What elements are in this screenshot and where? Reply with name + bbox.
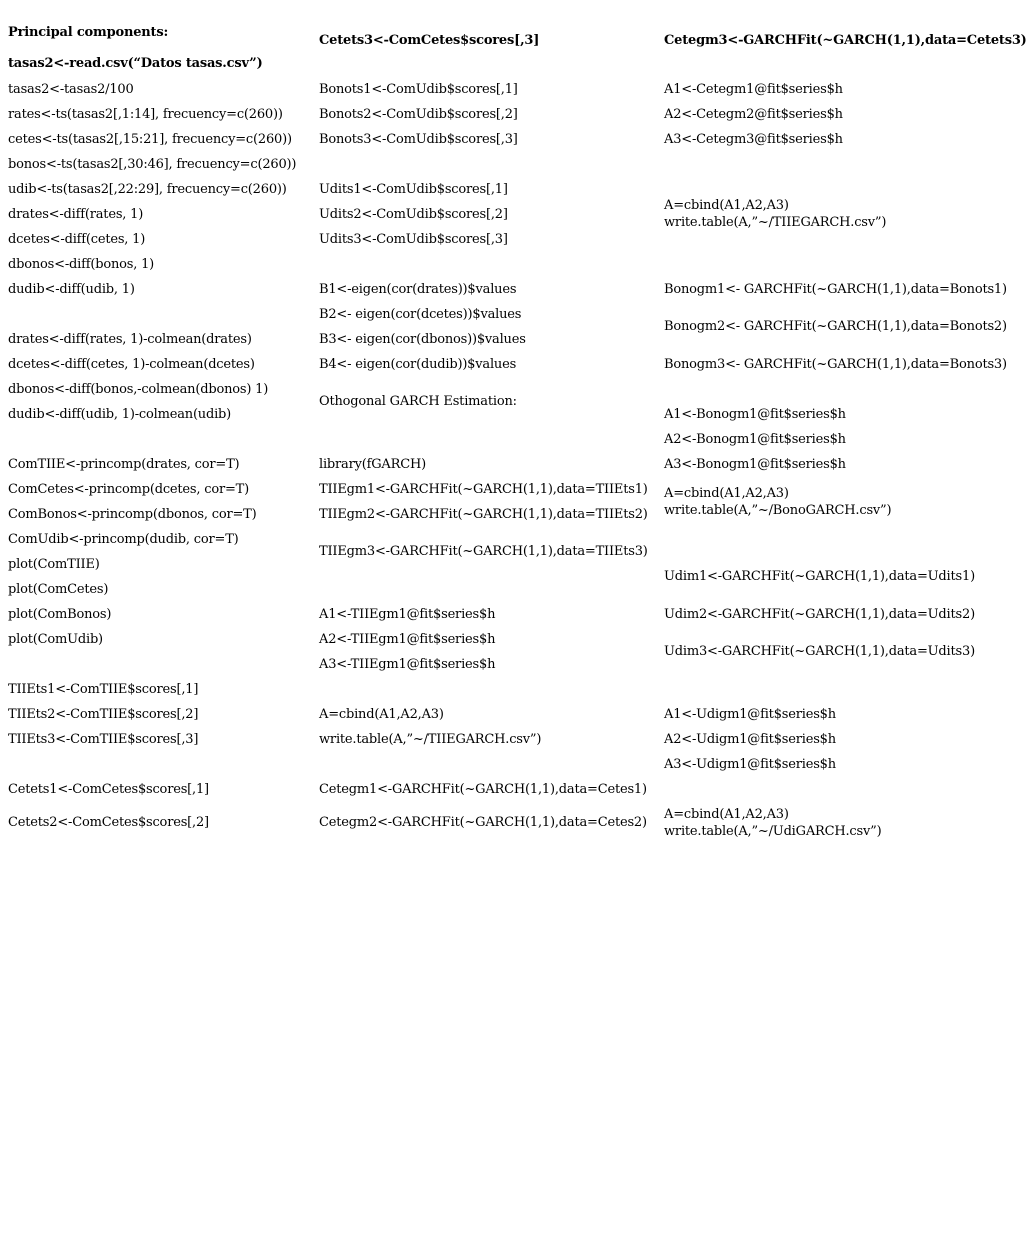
code-line: Bonots2<-ComUdib$scores[,2]: [319, 107, 518, 122]
code-line: rates<-ts(tasas2[,1:14], frecuency=c(260)): [8, 107, 283, 122]
code-line: Bonots1<-ComUdib$scores[,1]: [319, 82, 518, 97]
code-line: B3<- eigen(cor(dbonos))$values: [319, 332, 526, 347]
code-line: A3<-TIIEgm1@fit$series$h: [319, 657, 496, 672]
code-line: A1<-Udigm1@fit$series$h: [664, 707, 836, 722]
code-line: ComUdib<-princomp(dudib, cor=T): [8, 532, 239, 547]
code-line: dcetes<-diff(cetes, 1)-colmean(dcetes): [8, 357, 255, 372]
code-line: dbonos<-diff(bonos, 1): [8, 257, 155, 272]
code-line: cetes<-ts(tasas2[,15:21], frecuency=c(260)): [8, 132, 292, 147]
code-line: ComBonos<-princomp(dbonos, cor=T): [8, 507, 257, 522]
code-line: Cetets2<-ComCetes$scores[,2]: [8, 815, 209, 830]
code-line: Bonogm1<- GARCHFit(~GARCH(1,1),data=Bonots1): [664, 282, 1007, 297]
code-line: A=cbind(A1,A2,A3): [664, 486, 789, 501]
code-line: A1<-Cetegm1@fit$series$h: [664, 82, 843, 97]
code-line: TIIEts2<-ComTIIE$scores[,2]: [8, 707, 199, 722]
code-line: plot(ComTIIE): [8, 557, 100, 572]
code-line: ComTIIE<-princomp(drates, cor=T): [8, 457, 240, 472]
code-line: dudib<-diff(udib, 1)-colmean(udib): [8, 407, 232, 422]
code-line: drates<-diff(rates, 1): [8, 207, 144, 222]
code-line: A3<-Udigm1@fit$series$h: [664, 757, 836, 772]
code-line: A3<-Cetegm3@fit$series$h: [664, 132, 843, 147]
code-line: A2<-Cetegm2@fit$series$h: [664, 107, 843, 122]
code-line: TIIEgm1<-GARCHFit(~GARCH(1,1),data=TIIEts1): [319, 482, 648, 497]
code-line: dbonos<-diff(bonos,-colmean(dbonos) 1): [8, 382, 269, 397]
code-line: drates<-diff(rates, 1)-colmean(drates): [8, 332, 252, 347]
code-line: Bonogm3<- GARCHFit(~GARCH(1,1),data=Bonots3): [664, 357, 1007, 372]
code-heading: Principal components:: [8, 25, 169, 40]
code-line: write.table(A,”~/TIIEGARCH.csv”): [319, 732, 542, 747]
code-line: A1<-TIIEgm1@fit$series$h: [319, 607, 496, 622]
code-line: tasas2<-tasas2/100: [8, 82, 134, 97]
code-line: Udim3<-GARCHFit(~GARCH(1,1),data=Udits3): [664, 644, 975, 659]
code-line: A=cbind(A1,A2,A3): [664, 807, 789, 822]
code-heading: Cetegm3<-GARCHFit(~GARCH(1,1),data=Cetets3): [664, 33, 1027, 48]
code-line: plot(ComCetes): [8, 582, 109, 597]
code-line: Cetets1<-ComCetes$scores[,1]: [8, 782, 209, 797]
code-line: write.table(A,”~/BonoGARCH.csv”): [664, 503, 892, 518]
code-line: TIIEgm2<-GARCHFit(~GARCH(1,1),data=TIIEts2): [319, 507, 648, 522]
code-heading: tasas2<-read.csv(“Datos tasas.csv”): [8, 56, 263, 71]
code-heading: Cetets3<-ComCetes$scores[,3]: [319, 33, 540, 48]
code-line: Bonots3<-ComUdib$scores[,3]: [319, 132, 518, 147]
code-line: Udits2<-ComUdib$scores[,2]: [319, 207, 508, 222]
code-line: B1<-eigen(cor(drates))$values: [319, 282, 517, 297]
code-line: A2<-TIIEgm1@fit$series$h: [319, 632, 496, 647]
code-line: A1<-Bonogm1@fit$series$h: [664, 407, 846, 422]
code-line: udib<-ts(tasas2[,22:29], frecuency=c(260)): [8, 182, 287, 197]
code-line: TIIEts1<-ComTIIE$scores[,1]: [8, 682, 199, 697]
code-line: Cetegm2<-GARCHFit(~GARCH(1,1),data=Cetes2): [319, 815, 647, 830]
code-line: A=cbind(A1,A2,A3): [664, 198, 789, 213]
code-line: TIIEgm3<-GARCHFit(~GARCH(1,1),data=TIIEts3): [319, 544, 648, 559]
code-line: Udits3<-ComUdib$scores[,3]: [319, 232, 508, 247]
code-line: ComCetes<-princomp(dcetes, cor=T): [8, 482, 250, 497]
code-line: A2<-Bonogm1@fit$series$h: [664, 432, 846, 447]
code-line: plot(ComUdib): [8, 632, 103, 647]
code-line: Othogonal GARCH Estimation:: [319, 394, 517, 409]
code-line: Bonogm2<- GARCHFit(~GARCH(1,1),data=Bonots2): [664, 319, 1007, 334]
code-line: A2<-Udigm1@fit$series$h: [664, 732, 836, 747]
code-line: TIIEts3<-ComTIIE$scores[,3]: [8, 732, 199, 747]
code-line: B4<- eigen(cor(dudib))$values: [319, 357, 517, 372]
code-line: bonos<-ts(tasas2[,30:46], frecuency=c(260)): [8, 157, 297, 172]
code-line: A3<-Bonogm1@fit$series$h: [664, 457, 846, 472]
code-line: dudib<-diff(udib, 1): [8, 282, 135, 297]
code-line: A=cbind(A1,A2,A3): [319, 707, 444, 722]
code-line: write.table(A,”~/UdiGARCH.csv”): [664, 824, 882, 839]
code-line: Udim1<-GARCHFit(~GARCH(1,1),data=Udits1): [664, 569, 975, 584]
code-line: Udits1<-ComUdib$scores[,1]: [319, 182, 508, 197]
code-line: dcetes<-diff(cetes, 1): [8, 232, 146, 247]
code-line: library(fGARCH): [319, 457, 426, 472]
code-line: plot(ComBonos): [8, 607, 112, 622]
code-line: write.table(A,”~/TIIEGARCH.csv”): [664, 215, 887, 230]
code-line: B2<- eigen(cor(dcetes))$values: [319, 307, 522, 322]
code-line: Cetegm1<-GARCHFit(~GARCH(1,1),data=Cetes1): [319, 782, 647, 797]
code-line: Udim2<-GARCHFit(~GARCH(1,1),data=Udits2): [664, 607, 975, 622]
